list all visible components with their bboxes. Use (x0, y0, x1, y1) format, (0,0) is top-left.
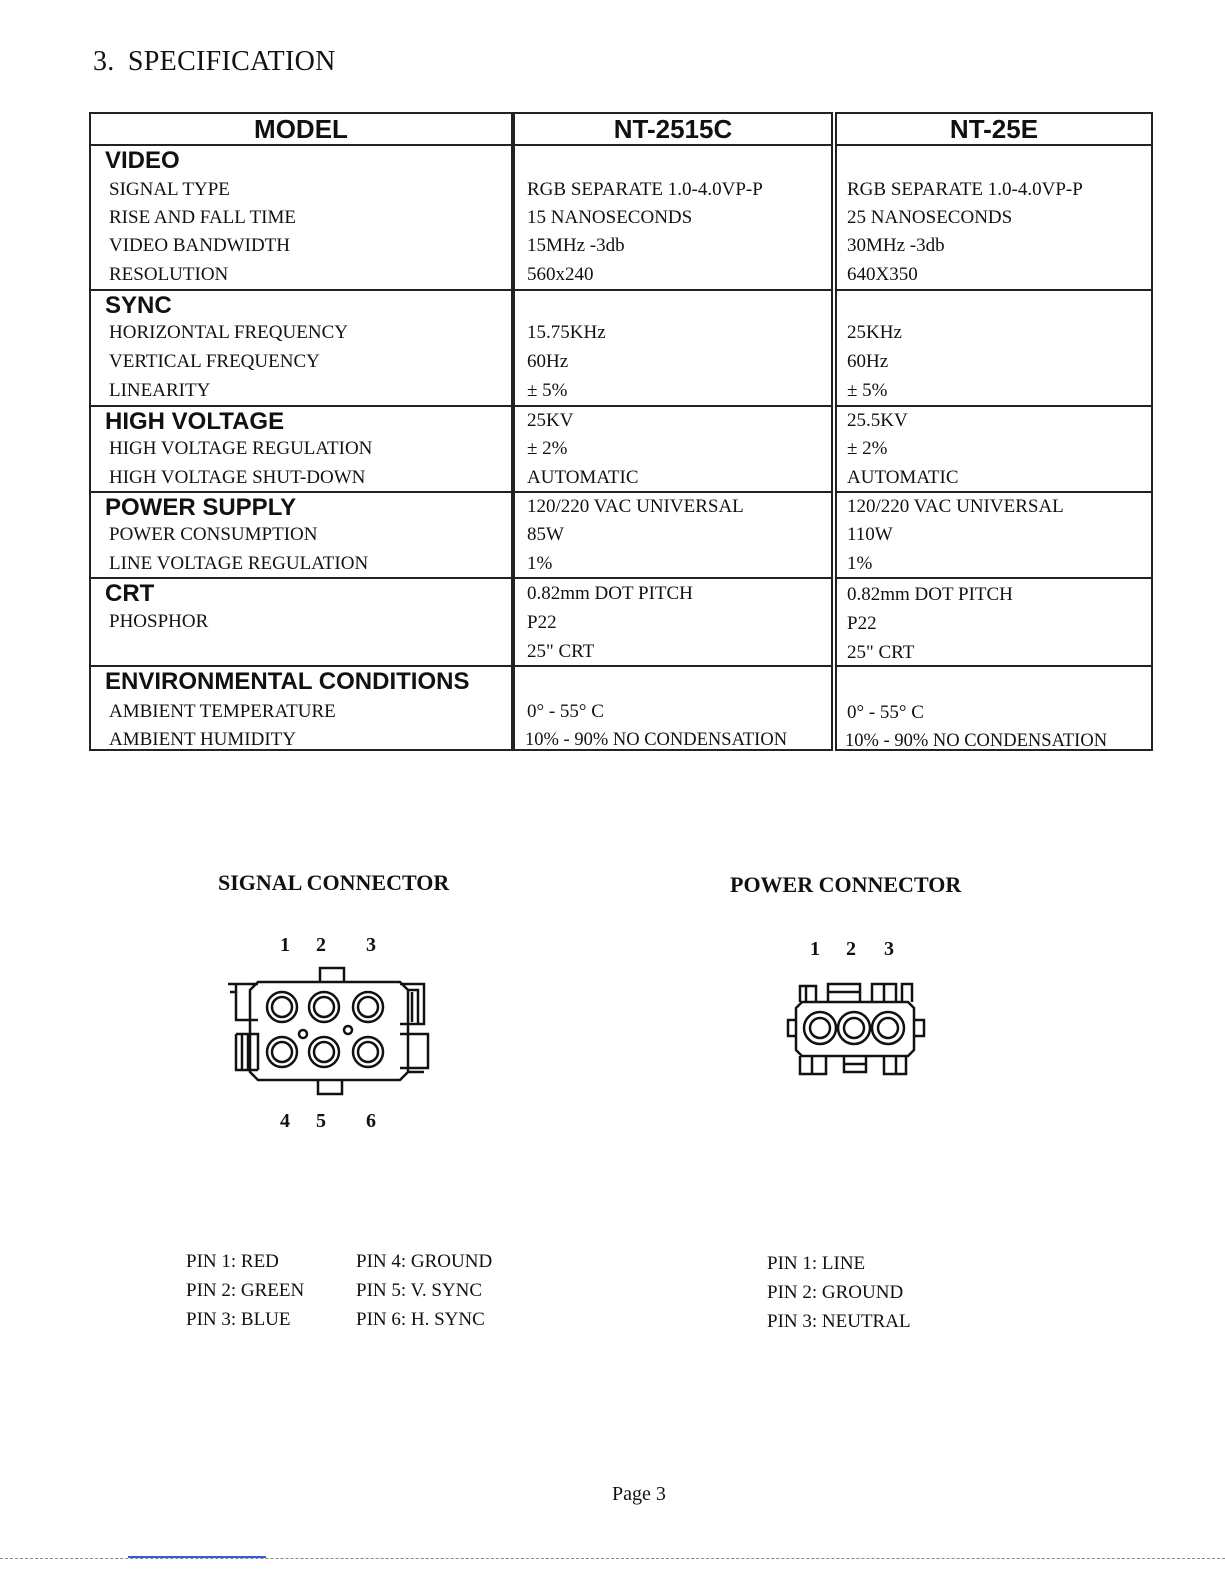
spec-label: RISE AND FALL TIME (109, 207, 297, 228)
spec-value: 25" CRT (527, 641, 595, 662)
polarizing-hole (344, 1026, 352, 1034)
spec-value: 120/220 VAC UNIVERSAL (847, 496, 1064, 517)
pin-description: PIN 6: H. SYNC (356, 1309, 485, 1330)
section-title-power-supply: POWER SUPPLY (105, 494, 297, 521)
pin-number: 3 (366, 934, 376, 956)
connector-latch (800, 986, 816, 1002)
spec-value: 640X350 (847, 264, 918, 285)
high-voltage-nt25e (835, 405, 1153, 493)
spec-label: HIGH VOLTAGE SHUT-DOWN (109, 467, 366, 488)
spec-value: 25 NANOSECONDS (847, 207, 1013, 228)
section-title-high-voltage: HIGH VOLTAGE (105, 408, 285, 435)
video-nt25e (835, 144, 1153, 291)
pin-number: 1 (280, 934, 290, 956)
spec-value: 85W (527, 524, 564, 545)
page-heading (93, 46, 342, 78)
sync-nt2515c (513, 289, 833, 407)
section-title-video: VIDEO (105, 147, 180, 174)
spec-label: HORIZONTAL FREQUENCY (109, 322, 348, 343)
connector-latch (828, 984, 860, 1002)
spec-value: 560x240 (527, 264, 594, 285)
spec-value: RGB SEPARATE 1.0-4.0VP-P (847, 179, 1083, 200)
power-supply-nt25e (835, 491, 1153, 579)
power-connector-title: POWER CONNECTOR (730, 872, 962, 897)
spec-value: 10% - 90% NO CONDENSATION (525, 730, 788, 750)
spec-value: 15 NANOSECONDS (527, 207, 693, 228)
pin-number: 2 (846, 938, 856, 960)
header-nt25e: NT-25E (835, 112, 1153, 146)
environmental-nt25e (835, 665, 1153, 751)
spec-value: 0.82mm DOT PITCH (847, 584, 1013, 605)
pin-description: PIN 2: GROUND (767, 1282, 904, 1303)
spec-value: P22 (847, 613, 877, 634)
sync-nt25e (835, 289, 1153, 407)
spec-value: 1% (527, 553, 553, 574)
spec-label: POWER CONSUMPTION (109, 524, 318, 545)
spec-value: 0° - 55° C (527, 701, 604, 722)
page-divider (0, 1558, 1225, 1559)
crt-nt2515c (513, 577, 833, 667)
video-nt2515c (513, 144, 833, 291)
spec-value: 25" CRT (847, 642, 915, 663)
spec-value: RGB SEPARATE 1.0-4.0VP-P (527, 179, 763, 200)
connector-latch (800, 1056, 826, 1074)
section-title-crt: CRT (105, 580, 155, 607)
high-voltage-section (89, 405, 513, 493)
environmental-nt2515c (513, 665, 833, 751)
spec-value: AUTOMATIC (527, 467, 639, 488)
spec-value: 60Hz (847, 351, 889, 372)
spec-table (89, 107, 1154, 753)
power-supply-section (89, 491, 513, 579)
pin-number: 1 (810, 938, 820, 960)
pin-description: PIN 3: NEUTRAL (767, 1311, 911, 1332)
spec-value: ± 2% (847, 438, 888, 459)
high-voltage-nt2515c (513, 405, 833, 493)
spec-label: LINEARITY (109, 380, 211, 401)
signal-connector-title: SIGNAL CONNECTOR (218, 870, 450, 895)
pin-description: PIN 1: LINE (767, 1253, 866, 1274)
power-connector-diagram (784, 980, 932, 1076)
video-section (89, 144, 513, 291)
polarizing-hole (299, 1030, 307, 1038)
pin-number: 3 (884, 938, 894, 960)
connector-latch (400, 984, 424, 1024)
spec-value: AUTOMATIC (847, 467, 959, 488)
pin-description: PIN 2: GREEN (186, 1280, 305, 1301)
crt-nt25e (835, 577, 1153, 667)
spec-value: ± 2% (527, 438, 568, 459)
spec-value: 25KHz (847, 322, 902, 343)
pin-number: 4 (280, 1110, 290, 1132)
spec-value: ± 5% (527, 380, 568, 401)
page-accent-line (128, 1556, 266, 1558)
connector-latch (884, 1056, 906, 1074)
header-model: MODEL (89, 112, 513, 146)
spec-label: VERTICAL FREQUENCY (109, 351, 320, 372)
signal-pin-list-left (186, 1247, 304, 1334)
spec-value: 30MHz -3db (847, 235, 945, 256)
spec-value: 1% (847, 553, 873, 574)
connector-latch (400, 1034, 428, 1072)
connector-key (320, 968, 344, 982)
spec-value: 25.5KV (847, 410, 908, 431)
spec-label: SIGNAL TYPE (109, 179, 230, 200)
spec-value: 60Hz (527, 351, 569, 372)
spec-label: AMBIENT HUMIDITY (109, 729, 296, 750)
connector-tab (914, 1020, 924, 1036)
spec-label: LINE VOLTAGE REGULATION (109, 553, 369, 574)
pin-description: PIN 5: V. SYNC (356, 1280, 483, 1301)
connector-key (318, 1080, 342, 1094)
section-title-sync: SYNC (105, 292, 172, 319)
spec-label: HIGH VOLTAGE REGULATION (109, 438, 373, 459)
signal-connector-diagram (228, 962, 432, 1100)
pin-number: 5 (316, 1110, 326, 1132)
power-supply-nt2515c (513, 491, 833, 579)
spec-value: P22 (527, 612, 557, 633)
page-number: Page 3 (612, 1483, 666, 1505)
connector-body (796, 1002, 914, 1056)
spec-value: 0.82mm DOT PITCH (527, 583, 693, 604)
spec-value: 15.75KHz (527, 322, 606, 343)
spec-value: 120/220 VAC UNIVERSAL (527, 496, 744, 517)
spec-label: PHOSPHOR (109, 611, 209, 632)
spec-value: 110W (847, 524, 893, 545)
pin-number: 2 (316, 934, 326, 956)
signal-pin-list-right (356, 1247, 492, 1334)
pin-description: PIN 3: BLUE (186, 1309, 291, 1330)
pin-number: 6 (366, 1110, 376, 1132)
environmental-section (89, 665, 513, 751)
connector-latch (228, 984, 258, 1020)
spec-label: VIDEO BANDWIDTH (109, 235, 290, 256)
connector-latch (872, 984, 896, 1002)
pin-description: PIN 4: GROUND (356, 1251, 493, 1272)
spec-value: 0° - 55° C (847, 702, 924, 723)
crt-section (89, 577, 513, 667)
heading-title: SPECIFICATION (127, 46, 336, 77)
heading-number: 3. (93, 46, 115, 77)
spec-label: RESOLUTION (109, 264, 229, 285)
spec-value: ± 5% (847, 380, 888, 401)
section-title-environmental: ENVIRONMENTAL CONDITIONS (105, 668, 470, 695)
connector-latch (902, 984, 912, 1002)
connector-latch (236, 1034, 258, 1070)
sync-section (89, 289, 513, 407)
header-nt2515c: NT-2515C (513, 112, 833, 146)
connector-latch (844, 1056, 866, 1072)
pin-description: PIN 1: RED (186, 1251, 279, 1272)
spec-value: 10% - 90% NO CONDENSATION (845, 731, 1108, 751)
power-pin-list (767, 1249, 911, 1336)
spec-label: AMBIENT TEMPERATURE (109, 701, 336, 722)
spec-value: 15MHz -3db (527, 235, 625, 256)
spec-value: 25KV (527, 410, 574, 431)
